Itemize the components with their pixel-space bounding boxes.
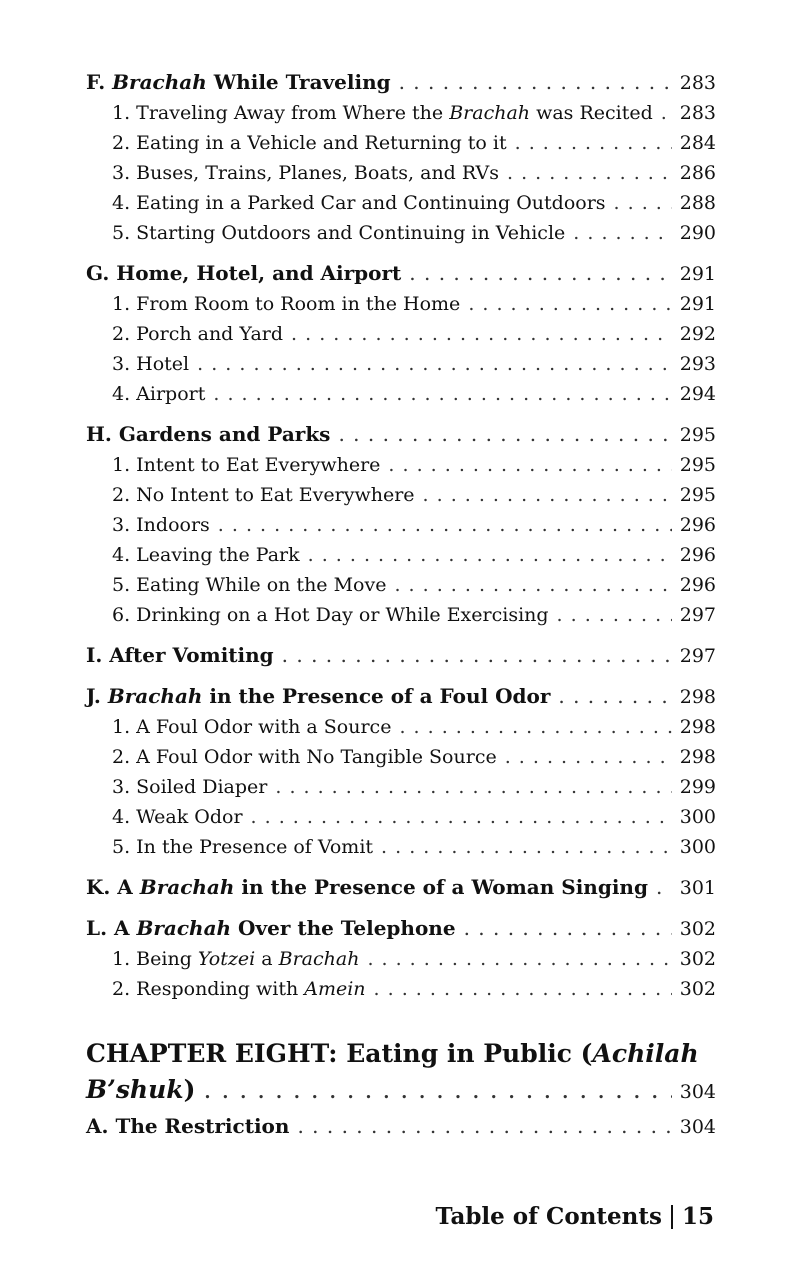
- toc-subsection-title: [112, 514, 218, 536]
- dot-leader: [213, 383, 672, 405]
- page-number: 295: [679, 484, 716, 506]
- dot-leader: [291, 323, 672, 345]
- dot-leader: [197, 353, 672, 375]
- title-text: 1. Being: [112, 948, 198, 970]
- title-italic: Amein: [304, 978, 366, 1000]
- title-text: 2. Responding with: [112, 978, 305, 1000]
- toc-subsection-title: [112, 323, 291, 345]
- title-text: 4. Leaving the Park: [112, 544, 300, 566]
- page-number: 295: [679, 454, 716, 476]
- page-number: 294: [679, 383, 716, 405]
- toc-subsection[interactable]: [86, 836, 716, 866]
- page-number: 291: [679, 293, 716, 315]
- toc-subsection-title: [112, 544, 308, 566]
- chapter-title-line2-title: [86, 1072, 203, 1108]
- page-number: 302: [679, 948, 716, 970]
- title-text: 3. Soiled Diaper: [112, 776, 268, 798]
- title-text: K. A: [86, 875, 140, 899]
- toc-subsection-title: [112, 948, 367, 970]
- toc-section-title: [86, 916, 464, 940]
- title-text: G. Home, Hotel, and Airport: [86, 261, 402, 285]
- title-text: 5. Eating While on the Move: [112, 574, 387, 596]
- toc-subsection[interactable]: [86, 514, 716, 544]
- toc-subsection[interactable]: [86, 484, 716, 514]
- toc-section[interactable]: [86, 916, 716, 948]
- title-text: 5. In the Presence of Vomit: [112, 836, 374, 858]
- toc-subsection-title: [112, 383, 213, 405]
- title-text: H. Gardens and Parks: [86, 422, 331, 446]
- title-text: 1. A Foul Odor with a Source: [112, 716, 392, 738]
- toc-subsection[interactable]: [86, 776, 716, 806]
- page-number: 295: [679, 424, 716, 446]
- title-text: in the Presence of a Woman Singing: [234, 875, 648, 899]
- title-text: 4. Weak Odor: [112, 806, 243, 828]
- dot-leader: [308, 544, 672, 566]
- toc-subsection[interactable]: [86, 293, 716, 323]
- chapter-title-line2[interactable]: [86, 1072, 716, 1110]
- toc-subsection[interactable]: [86, 948, 716, 978]
- dot-leader: [656, 875, 672, 899]
- footer-label: Table of Contents: [435, 1203, 662, 1230]
- toc-subsection-title: [112, 806, 251, 828]
- toc-subsection-title: [112, 836, 381, 858]
- title-italic: B’shuk: [86, 1075, 184, 1104]
- chapter-title-italic: Achilah: [592, 1039, 699, 1068]
- page-number: 304: [679, 1116, 716, 1138]
- toc-subsection[interactable]: [86, 222, 716, 252]
- page-number: 293: [679, 353, 716, 375]
- title-text: 1. Intent to Eat Everywhere: [112, 454, 381, 476]
- dot-leader: [399, 70, 672, 94]
- toc-subsection[interactable]: [86, 132, 716, 162]
- page-number: 299: [679, 776, 716, 798]
- toc-subsection-title: [112, 746, 505, 768]
- page-number: 297: [679, 645, 716, 667]
- toc-subsection[interactable]: [86, 383, 716, 413]
- title-text: 2. A Foul Odor with No Tangible Source: [112, 746, 497, 768]
- dot-leader: [218, 514, 672, 536]
- footer-separator: [671, 1205, 673, 1229]
- toc-subsection-title: [112, 132, 515, 154]
- toc-section[interactable]: [86, 1114, 716, 1146]
- dot-leader: [399, 716, 672, 738]
- dot-leader: [374, 978, 672, 1000]
- chapter-title-text: CHAPTER EIGHT: Eating in Public (: [86, 1039, 593, 1068]
- title-text: 3. Buses, Trains, Planes, Boats, and RVs: [112, 162, 499, 184]
- page-number: 284: [679, 132, 716, 154]
- page-number: 288: [679, 192, 716, 214]
- dot-leader: [282, 643, 672, 667]
- toc-subsection[interactable]: [86, 604, 716, 634]
- toc-section[interactable]: [86, 70, 716, 102]
- dot-leader: [558, 684, 672, 708]
- dot-leader: [464, 916, 672, 940]
- page-number: 286: [679, 162, 716, 184]
- title-text: I. After Vomiting: [86, 643, 274, 667]
- page-number: 291: [679, 263, 716, 285]
- dot-leader: [381, 836, 672, 858]
- dot-leader: [557, 604, 672, 626]
- title-italic: Brachah: [112, 70, 207, 94]
- title-text: 3. Indoors: [112, 514, 210, 536]
- title-text: 6. Drinking on a Hot Day or While Exercising: [112, 604, 549, 626]
- title-text: F.: [86, 70, 113, 94]
- title-text: J.: [86, 684, 108, 708]
- dot-leader: [367, 948, 672, 970]
- dot-leader: [275, 776, 672, 798]
- toc-subsection[interactable]: [86, 716, 716, 746]
- page-number: 298: [679, 746, 716, 768]
- page-number: 300: [679, 836, 716, 858]
- title-text: in the Presence of a Foul Odor: [202, 684, 551, 708]
- title-italic: Yotzei: [197, 948, 256, 970]
- page-number: 283: [679, 72, 716, 94]
- page-number: 302: [679, 978, 716, 1000]
- page-number: 301: [679, 877, 716, 899]
- title-italic: Brachah: [449, 102, 531, 124]
- toc-subsection-title: [112, 454, 388, 476]
- toc-subsection-title: [112, 604, 557, 626]
- toc-subsection[interactable]: [86, 162, 716, 192]
- dot-leader: [388, 454, 672, 476]
- title-text: was Recited: [530, 102, 653, 124]
- title-italic: Brachah: [278, 948, 360, 970]
- toc-subsection[interactable]: [86, 544, 716, 574]
- toc-subsection-title: [112, 353, 197, 375]
- toc-subsection-title: [112, 102, 661, 124]
- toc-section-title: [86, 261, 409, 285]
- title-text: 1. From Room to Room in the Home: [112, 293, 461, 315]
- toc-subsection[interactable]: [86, 353, 716, 383]
- page-number: 296: [679, 544, 716, 566]
- title-text: While Traveling: [206, 70, 391, 94]
- page-number: 290: [679, 222, 716, 244]
- chapter-title-line1: [86, 1036, 716, 1072]
- page-footer: [436, 1203, 714, 1230]
- title-text: 3. Hotel: [112, 353, 190, 375]
- toc-section[interactable]: [86, 643, 716, 675]
- title-text: 5. Starting Outdoors and Continuing in Vehicle: [112, 222, 566, 244]
- toc-section[interactable]: [86, 261, 716, 293]
- toc-subsection-title: [112, 162, 507, 184]
- page-number: 298: [679, 686, 716, 708]
- page-number: 283: [679, 102, 716, 124]
- dot-leader: [507, 162, 672, 184]
- page-number: 302: [679, 918, 716, 940]
- dot-leader: [468, 293, 672, 315]
- page-number: 296: [679, 574, 716, 596]
- dot-leader: [251, 806, 672, 828]
- toc-section[interactable]: [86, 875, 716, 907]
- toc-subsection-title: [112, 484, 423, 506]
- toc-section-title: [86, 684, 558, 708]
- dot-leader: [394, 574, 672, 596]
- dot-leader: [338, 422, 672, 446]
- toc-section-title: [86, 70, 399, 94]
- footer-page-number: 15: [681, 1203, 714, 1230]
- toc-section-title: [86, 643, 282, 667]
- table-of-contents: [86, 70, 716, 1146]
- toc-subsection-title: [112, 716, 399, 738]
- toc-subsection-title: [112, 293, 468, 315]
- dot-leader: [661, 102, 672, 124]
- title-italic: Brachah: [107, 684, 203, 708]
- title-text: ): [183, 1075, 196, 1104]
- toc-subsection-title: [112, 222, 573, 244]
- toc-subsection[interactable]: [86, 192, 716, 222]
- toc-section-title: [86, 1114, 297, 1138]
- dot-leader: [515, 132, 672, 154]
- title-text: A. The Restriction: [86, 1114, 290, 1138]
- toc-subsection-title: [112, 978, 374, 1000]
- toc-subsection[interactable]: [86, 746, 716, 776]
- toc-subsection-title: [112, 776, 275, 798]
- toc-subsection[interactable]: [86, 323, 716, 353]
- dot-leader: [423, 484, 672, 506]
- title-italic: Brachah: [136, 916, 232, 940]
- toc-section[interactable]: [86, 422, 716, 454]
- dot-leader: [614, 192, 672, 214]
- title-italic: Brachah: [139, 875, 235, 899]
- toc-subsection-title: [112, 574, 394, 596]
- title-text: 2. Eating in a Vehicle and Returning to it: [112, 132, 507, 154]
- page-number: 296: [679, 514, 716, 536]
- page-number: 304: [679, 1081, 716, 1103]
- toc-subsection[interactable]: [86, 978, 716, 1008]
- dot-leader: [573, 222, 672, 244]
- title-text: 4. Airport: [112, 383, 206, 405]
- dot-leader: [505, 746, 672, 768]
- title-text: 2. Porch and Yard: [112, 323, 284, 345]
- toc-subsection[interactable]: [86, 454, 716, 484]
- page-number: 297: [679, 604, 716, 626]
- chapter-heading[interactable]: [86, 1036, 716, 1110]
- dot-leader: [297, 1114, 672, 1138]
- dot-leader: [409, 261, 672, 285]
- page-number: 292: [679, 323, 716, 345]
- toc-subsection[interactable]: [86, 806, 716, 836]
- title-text: Over the Telephone: [231, 916, 456, 940]
- title-text: a: [255, 948, 279, 970]
- toc-subsection[interactable]: [86, 102, 716, 132]
- toc-section-title: [86, 875, 656, 899]
- toc-section-title: [86, 422, 338, 446]
- title-text: 2. No Intent to Eat Everywhere: [112, 484, 415, 506]
- title-text: 4. Eating in a Parked Car and Continuing Outdoors: [112, 192, 606, 214]
- page-number: 300: [679, 806, 716, 828]
- toc-subsection[interactable]: [86, 574, 716, 604]
- title-text: L. A: [86, 916, 137, 940]
- toc-section[interactable]: [86, 684, 716, 716]
- toc-subsection-title: [112, 192, 614, 214]
- title-text: 1. Traveling Away from Where the: [112, 102, 450, 124]
- page-number: 298: [679, 716, 716, 738]
- dot-leader: [203, 1072, 672, 1108]
